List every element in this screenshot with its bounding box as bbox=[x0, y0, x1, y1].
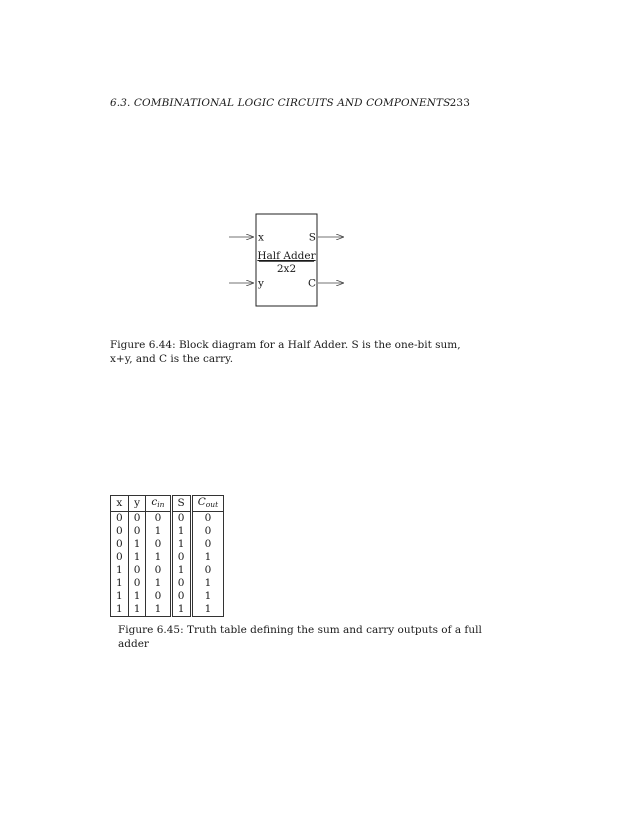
table-row bbox=[111, 603, 224, 617]
table-cell: 1 bbox=[128, 551, 146, 564]
table-cell: 0 bbox=[128, 577, 146, 590]
table-cell: 1 bbox=[191, 551, 223, 564]
table-cell: 1 bbox=[171, 525, 191, 538]
table-cell: 0 bbox=[146, 512, 171, 526]
table-cell: 0 bbox=[128, 512, 146, 526]
table-cell: 1 bbox=[128, 538, 146, 551]
table-row bbox=[111, 538, 224, 551]
full-adder-truth-table bbox=[110, 495, 224, 617]
output-c-label: C bbox=[307, 277, 316, 290]
page-number: 233 bbox=[449, 97, 470, 109]
table-row bbox=[111, 577, 224, 590]
table-row bbox=[111, 512, 224, 526]
table-cell: 1 bbox=[146, 525, 171, 538]
column-header-cout: $C_{out}$ bbox=[191, 496, 223, 512]
section-title: 6.3. COMBINATIONAL LOGIC CIRCUITS AND COMPONENTS bbox=[110, 97, 451, 109]
table-cell: 1 bbox=[111, 577, 129, 590]
table-row bbox=[111, 551, 224, 564]
table-header-row bbox=[111, 496, 224, 512]
table-cell: 0 bbox=[111, 551, 129, 564]
table-cell: 0 bbox=[171, 577, 191, 590]
block-title: Half Adder bbox=[257, 250, 316, 262]
table-cell: 1 bbox=[171, 564, 191, 577]
table-cell: 0 bbox=[146, 564, 171, 577]
table-cell: 0 bbox=[191, 564, 223, 577]
half-adder-block-diagram bbox=[0, 0, 630, 330]
output-s-label: S bbox=[308, 231, 316, 244]
column-header-y: y bbox=[128, 496, 146, 512]
table-cell: 0 bbox=[191, 512, 223, 526]
table-row bbox=[111, 564, 224, 577]
column-header-x: x bbox=[111, 496, 129, 512]
table-cell: 0 bbox=[111, 538, 129, 551]
table-cell: 1 bbox=[146, 577, 171, 590]
table-cell: 0 bbox=[171, 590, 191, 603]
table-cell: 0 bbox=[191, 538, 223, 551]
table-cell: 0 bbox=[128, 564, 146, 577]
table-cell: 1 bbox=[128, 603, 146, 617]
table-cell: 1 bbox=[171, 603, 191, 617]
table-cell: 0 bbox=[111, 512, 129, 526]
table-cell: 1 bbox=[111, 603, 129, 617]
input-y-label: y bbox=[258, 277, 264, 290]
column-header-cin: $c_{in}$ bbox=[146, 496, 171, 512]
table-cell: 1 bbox=[128, 590, 146, 603]
block-subtitle: 2x2 bbox=[276, 263, 297, 275]
table-cell: 0 bbox=[111, 525, 129, 538]
table-cell: 1 bbox=[111, 590, 129, 603]
table-cell: 1 bbox=[146, 551, 171, 564]
table-cell: 1 bbox=[191, 603, 223, 617]
table-row bbox=[111, 590, 224, 603]
table-cell: 1 bbox=[191, 590, 223, 603]
table-cell: 0 bbox=[128, 525, 146, 538]
figure-6-44-caption: Figure 6.44: Block diagram for a Half Adder. S is the one-bit sum, x+y, and C is the carry. bbox=[110, 339, 461, 365]
table-cell: 1 bbox=[146, 603, 171, 617]
table-cell: 1 bbox=[171, 538, 191, 551]
figure-6-45-caption: Figure 6.45: Truth table defining the sum and carry outputs of a full adder bbox=[118, 624, 482, 650]
table-cell: 1 bbox=[191, 577, 223, 590]
column-header-s: S bbox=[171, 496, 191, 512]
table-cell: 0 bbox=[191, 525, 223, 538]
table-cell: 0 bbox=[171, 512, 191, 526]
input-x-label: x bbox=[258, 231, 264, 244]
table-cell: 0 bbox=[171, 551, 191, 564]
table-row bbox=[111, 525, 224, 538]
table-cell: 0 bbox=[146, 538, 171, 551]
table-cell: 0 bbox=[146, 590, 171, 603]
table-cell: 1 bbox=[111, 564, 129, 577]
